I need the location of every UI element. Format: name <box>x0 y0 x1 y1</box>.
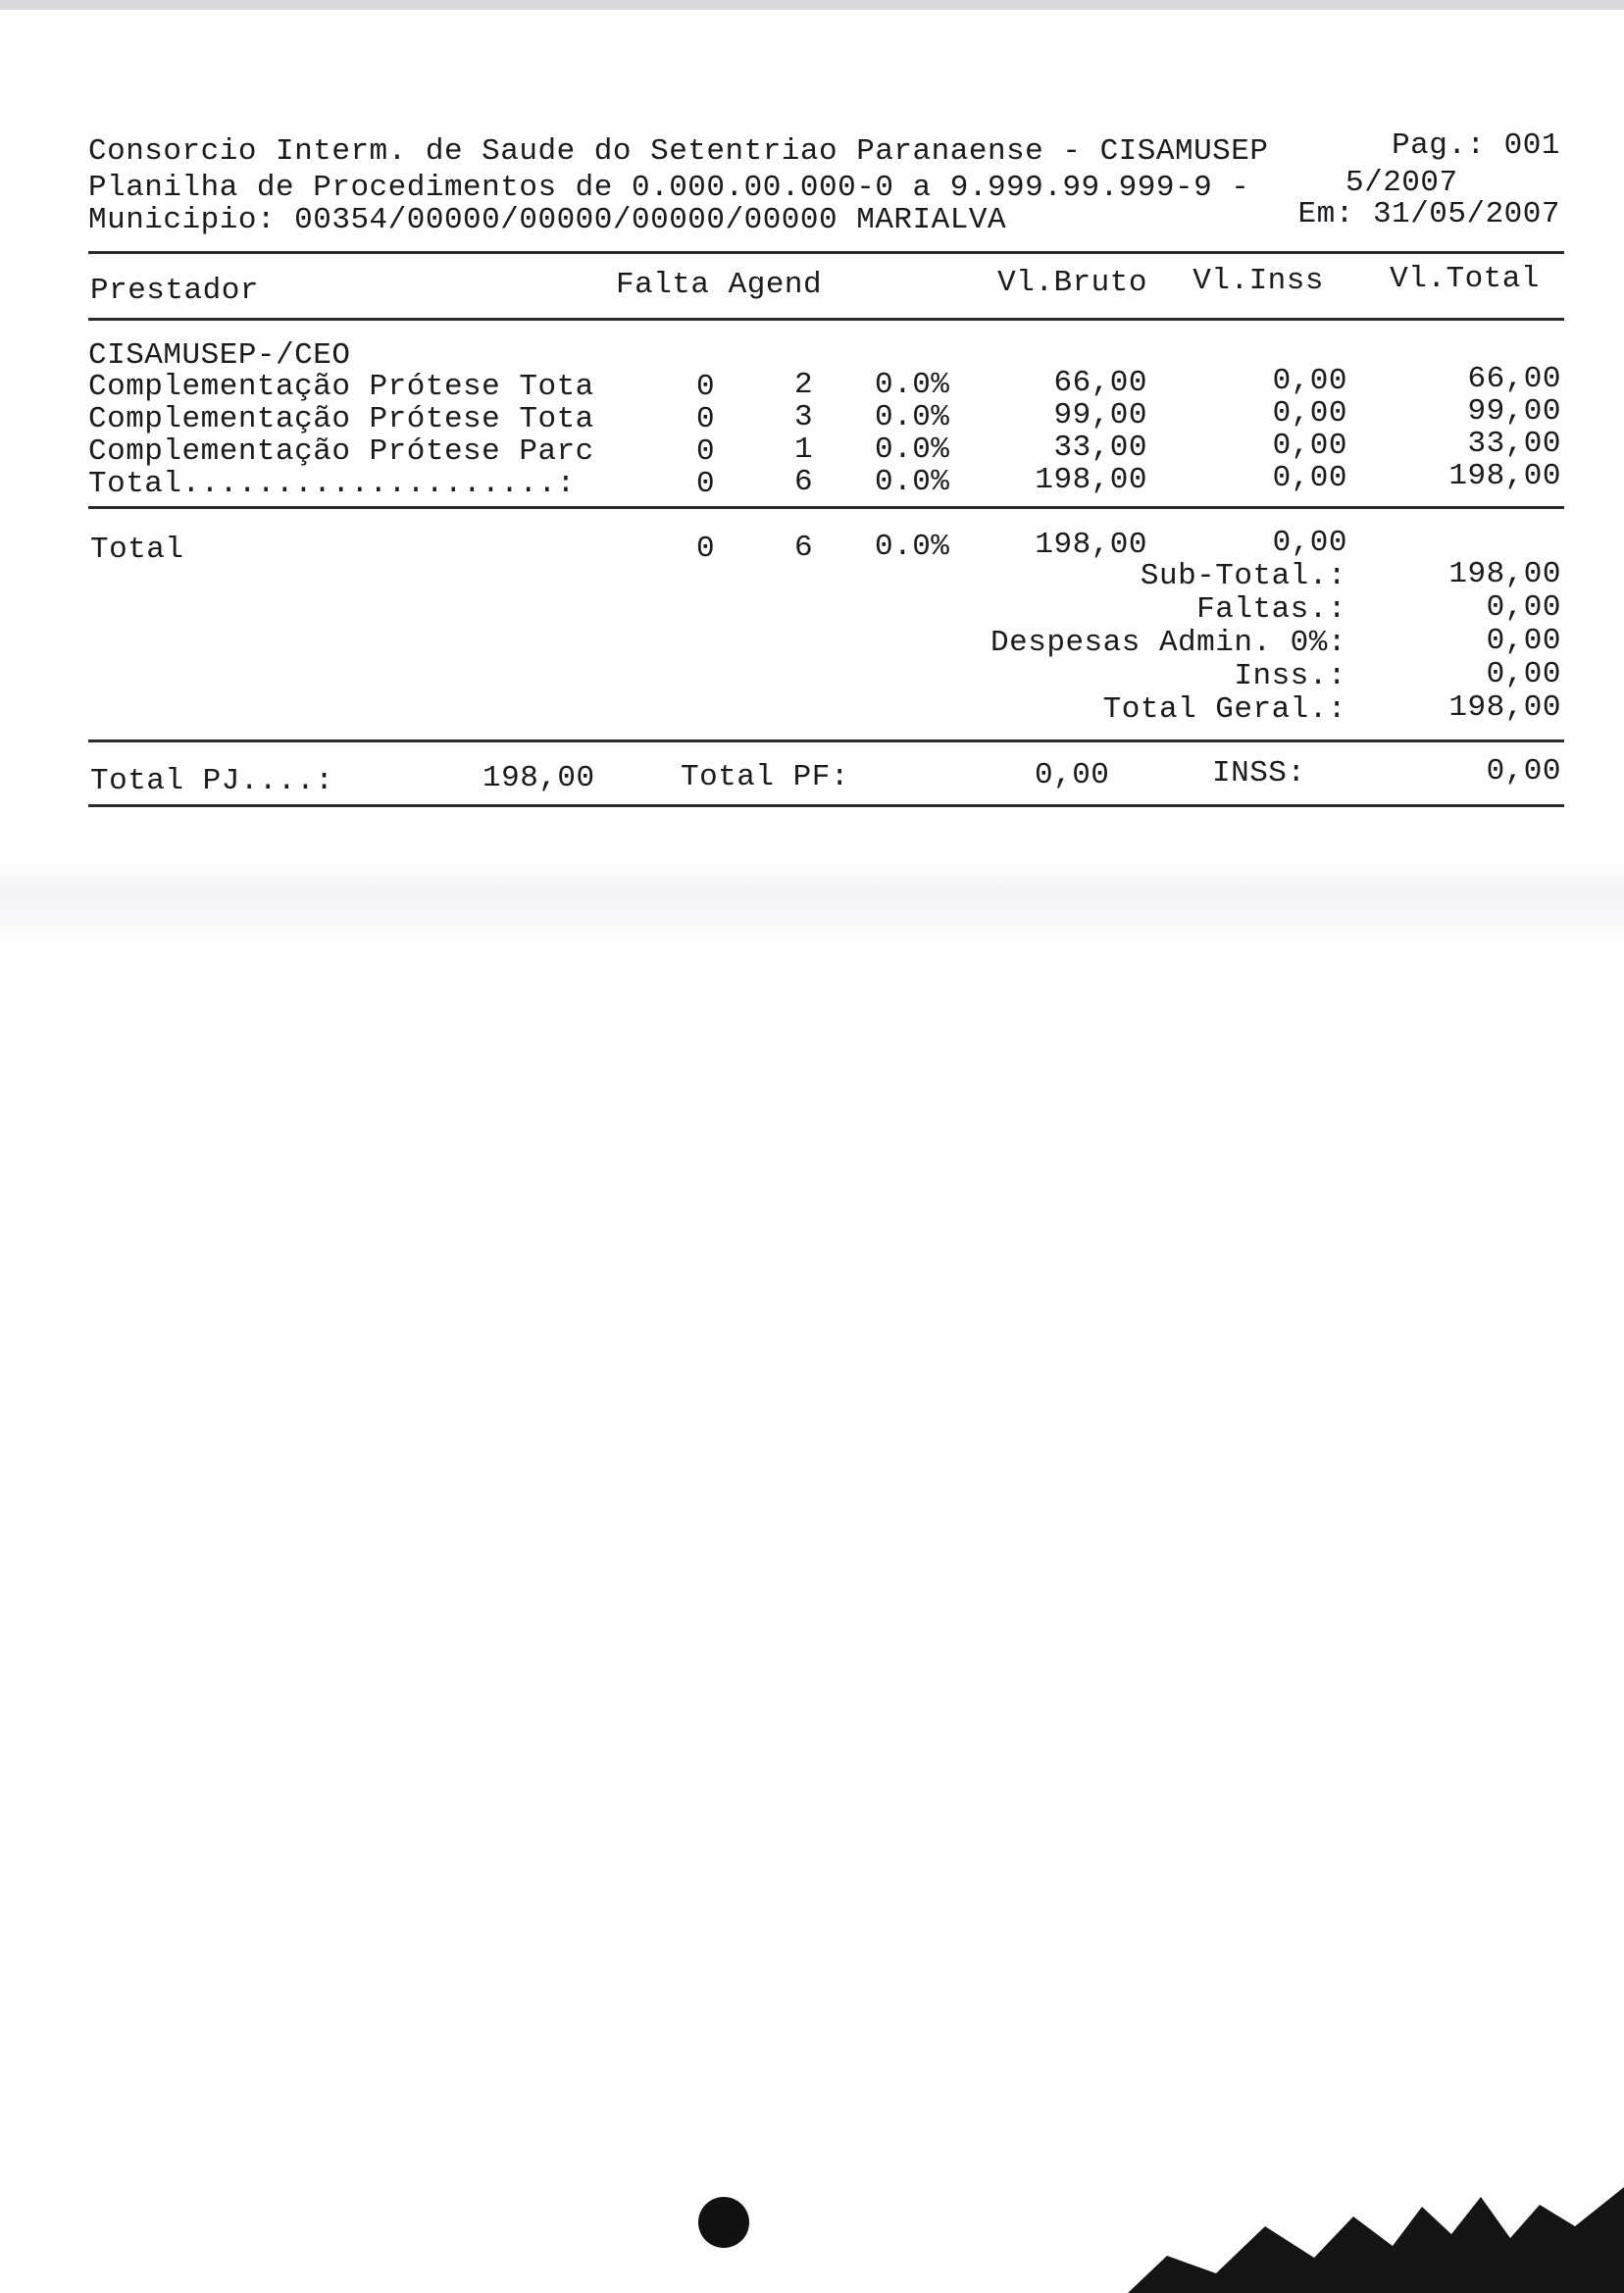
summary-label: Faltas.: <box>1196 592 1346 627</box>
row-inss: 0,00 <box>1272 364 1347 398</box>
report-org-title: Consorcio Interm. de Saude do Setentriao Paranaense - CISAMUSEP <box>88 134 1269 169</box>
row-pct: 0.0% <box>875 368 950 402</box>
grand-falta: 0 <box>696 532 716 566</box>
row-bruto: 99,00 <box>1053 398 1147 433</box>
row-total: 99,00 <box>1467 394 1561 429</box>
divider <box>88 804 1564 807</box>
report-period: 5/2007 <box>1345 166 1458 200</box>
row-agend: 3 <box>794 400 814 434</box>
page-number: Pag.: 001 <box>1392 128 1560 163</box>
divider <box>88 251 1564 254</box>
punch-hole <box>698 2197 749 2248</box>
subtotal-falta: 0 <box>696 467 716 501</box>
subtotal-inss: 0,00 <box>1272 461 1347 495</box>
grand-inss: 0,00 <box>1272 526 1347 560</box>
subtotal-total: 198,00 <box>1448 459 1561 493</box>
row-falta: 0 <box>696 434 716 469</box>
row-inss: 0,00 <box>1272 396 1347 431</box>
row-agend: 2 <box>794 368 814 402</box>
subtotal-pct: 0.0% <box>875 465 950 499</box>
grand-agend: 6 <box>794 531 814 565</box>
row-bruto: 33,00 <box>1053 431 1147 465</box>
row-bruto: 66,00 <box>1053 366 1147 400</box>
municipio-line: Municipio: 00354/00000/00000/00000/00000 MARIALVA <box>88 203 1007 237</box>
grand-label: Total <box>90 533 184 567</box>
scan-edge <box>0 0 1624 10</box>
fold-shadow <box>0 863 1624 942</box>
total-pj-label: Total PJ....: <box>90 764 334 798</box>
group-name: CISAMUSEP-/CEO <box>88 338 351 373</box>
col-prestador: Prestador <box>90 274 259 308</box>
row-desc: Complementação Prótese Parc <box>88 434 594 469</box>
grand-bruto: 198,00 <box>1035 528 1147 562</box>
row-inss: 0,00 <box>1272 429 1347 463</box>
col-vl-bruto: Vl.Bruto <box>997 266 1147 300</box>
summary-value: 198,00 <box>1448 690 1561 725</box>
summary-value: 0,00 <box>1486 657 1561 691</box>
row-pct: 0.0% <box>875 433 950 467</box>
summary-value: 198,00 <box>1448 557 1561 591</box>
col-vl-total: Vl.Total <box>1390 262 1540 296</box>
row-agend: 1 <box>794 433 814 467</box>
grand-pct: 0.0% <box>875 530 950 564</box>
row-total: 66,00 <box>1467 362 1561 396</box>
total-pj-value: 198,00 <box>482 761 595 795</box>
summary-label: Inss.: <box>1234 659 1346 693</box>
row-falta: 0 <box>696 370 716 404</box>
row-total: 33,00 <box>1467 427 1561 461</box>
summary-label: Sub-Total.: <box>1140 559 1346 593</box>
summary-value: 0,00 <box>1486 590 1561 625</box>
subtotal-label: Total....................: <box>88 467 576 501</box>
report-date: Em: 31/05/2007 <box>1297 197 1560 231</box>
summary-label: Total Geral.: <box>1102 692 1346 727</box>
divider <box>88 318 1564 321</box>
torn-edge-graphic <box>1128 2187 1624 2293</box>
row-pct: 0.0% <box>875 400 950 434</box>
divider <box>88 506 1564 509</box>
inss-label: INSS: <box>1212 756 1306 790</box>
report-subtitle: Planilha de Procedimentos de 0.000.00.000-0 a 9.999.99.999-9 - <box>88 171 1250 205</box>
row-desc: Complementação Prótese Tota <box>88 402 594 436</box>
col-falta-agend: Falta Agend <box>616 268 823 302</box>
row-desc: Complementação Prótese Tota <box>88 370 594 404</box>
total-pf-value: 0,00 <box>1035 758 1110 792</box>
inss-value: 0,00 <box>1486 754 1561 789</box>
summary-label: Despesas Admin. 0%: <box>990 626 1346 660</box>
subtotal-agend: 6 <box>794 465 814 499</box>
divider <box>88 739 1564 742</box>
row-falta: 0 <box>696 402 716 436</box>
total-pf-label: Total PF: <box>681 760 849 794</box>
subtotal-bruto: 198,00 <box>1035 463 1147 497</box>
summary-value: 0,00 <box>1486 624 1561 658</box>
col-vl-inss: Vl.Inss <box>1193 264 1324 298</box>
